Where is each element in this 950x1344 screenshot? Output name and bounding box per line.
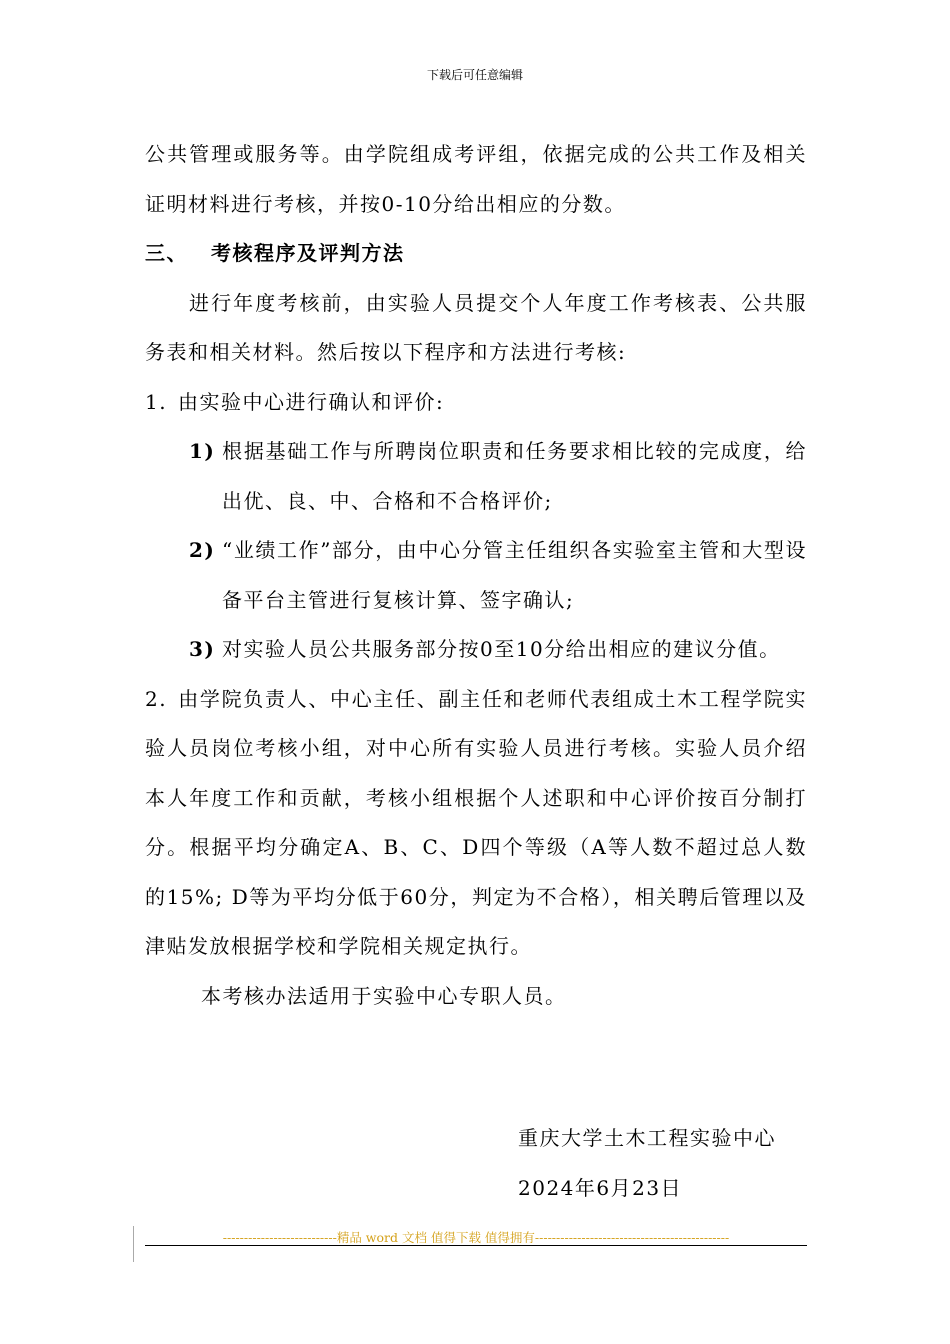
sub-item-number: 1) [189,439,216,463]
paragraph-continued: 公共管理或服务等。由学院组成考评组，依据完成的公共工作及相关证明材料进行考核，并按0-10分给出相应的分数。 [145,142,807,216]
list-item-text: 由学院负责人、中心主任、副主任和老师代表组成土木工程学院实验人员岗位考核小组，对中心所有实验人员进行考核。实验人员介绍本人年度工作和贡献，考核小组根据个人述职和中心评价按百分制打分。根据平均分确定A、B、C、D四个等级（A等人数不超过总人数的15%; D等为平均分低于60分，判定为不合格），相关聘后管理以及津贴发放根据学校和学院相关规定执行。 [145,686,807,958]
intro-paragraph: 进行年度考核前，由实验人员提交个人年度工作考核表、公共服务表和相关材料。然后按以下程序和方法进行考核: [145,290,807,364]
sub-item-text: “业绩工作”部分，由中心分管主任组织各实验室主管和大型设备平台主管进行复核计算、签字确认; [222,538,807,612]
sub-item-2 [189,526,807,625]
page-header: 下载后可任意编辑 [426,68,523,82]
section-heading [145,229,807,279]
sub-item-text: 对实验人员公共服务部分按0至10分给出相应的建议分值。 [222,637,781,661]
section-title: 考核程序及评判方法 [211,241,405,265]
closing-paragraph: 本考核办法适用于实验中心专职人员。 [201,983,567,1008]
footer-margin-mark [133,1226,134,1262]
sub-item-number: 2) [189,538,216,562]
list-item-number: 2. [145,686,168,711]
footer-text: ---------------------------精品 word 文档 值得下载 值得拥有---------------------------------------------- [222,1230,730,1245]
spacer [145,1021,807,1113]
list-item-text: 由实验中心进行确认和评价: [178,389,445,414]
list-item-number: 1. [145,389,168,414]
sub-item-3 [189,625,807,675]
signature-date: 2024年6月23日 [518,1176,683,1200]
section-number: 三、 [145,241,188,265]
signature-org: 重庆大学土木工程实验中心 [518,1126,776,1150]
sub-item-number: 3) [189,637,216,661]
list-item-2 [145,675,807,972]
footer-divider [145,1245,807,1246]
document-body [145,130,807,1213]
sub-item-text: 根据基础工作与所聘岗位职责和任务要求相比较的完成度，给出优、良、中、合格和不合格评价; [222,439,807,513]
sub-item-1 [189,427,807,526]
list-item-1 [145,378,807,428]
